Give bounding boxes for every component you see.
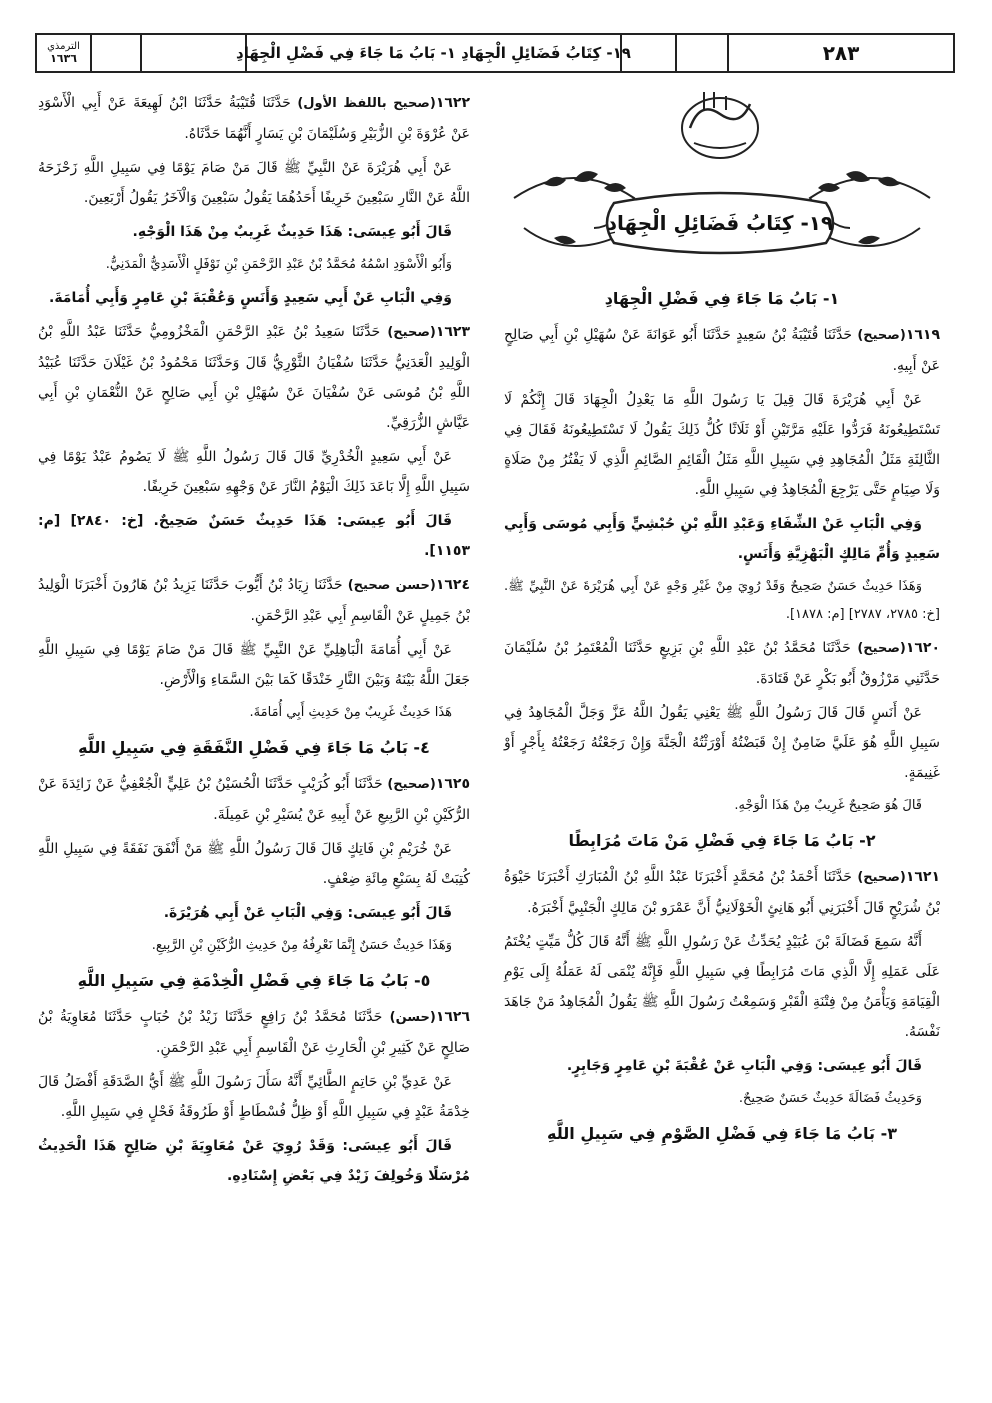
hadith-1623-grade: قَالَ أَبُو عِيسَى: هَذَا حَدِيثٌ حَسَنٌ صَحِيحٌ. [خ: ٢٨٤٠] [م: ١١٥٣]. — [38, 513, 470, 559]
hadith-1621-bab: قَالَ أَبُو عِيسَى: وَفِي الْبَابِ عَنْ عُقْبَةَ بْنِ عَامِرٍ وَجَابِرٍ. — [566, 1058, 922, 1074]
hadith-1626-grade: قَالَ أَبُو عِيسَى: وَقَدْ رُوِيَ عَنْ مُعَاوِيَةَ بْنِ صَالِحٍ هَذَا الْحَدِيثُ مُرْسَلًا وَخُولِفَ زَيْدٌ فِي بَعْضِ إِسْنَادِهِ. — [38, 1138, 470, 1184]
hadith-grade: (حسن صحيح) — [347, 578, 436, 593]
hadith-grade: (صحيح) — [857, 641, 906, 656]
isnad-text: حَدَّثَنَا سَعِيدُ بْنُ عَبْدِ الرَّحْمَنِ الْمَخْزُومِيُّ حَدَّثَنَا عَبْدُ اللَّهِ بْنُ الْوَلِيدِ الْعَدَنِيُّ حَدَّثَنَا سُفْيَانُ الثَّوْرِيُّ قَالَ وَحَدَّثَنَا مَحْمُودُ بْنُ غَيْلَانَ حَدَّثَنَا عُبَيْدُ اللَّهِ بْنُ مُوسَى عَنْ سُفْيَانَ عَنْ سُهَيْلِ بْنِ أَبِي صَالِحٍ عَنْ النُّعْمَانِ بْنِ أَبِي عَيَّاشٍ الزُّرَقِيِّ. — [38, 324, 470, 431]
hadith-1624-note: هَذَا حَدِيثٌ غَرِيبٌ مِنْ حَدِيثِ أَبِي أُمَامَةَ. — [249, 705, 452, 720]
hadith-1621-note: وَحَدِيثُ فَضَالَةَ حَدِيثٌ حَسَنٌ صَحِيحٌ. — [738, 1091, 922, 1106]
hadith-grade: (صحيح) — [857, 328, 906, 343]
isnad-text: حَدَّثَنَا مُحَمَّدُ بْنُ عَبْدِ اللَّهِ بْنِ بَزِيعٍ حَدَّثَنَا الْمُعْتَمِرُ بْنُ سُلَيْمَانَ حَدَّثَنِي مَرْزُوقٌ أَبُو بَكْرٍ عَنْ قَتَادَةَ. — [504, 640, 940, 687]
hadith-1624-isnad — [38, 570, 470, 631]
page-number: ٢٨٣ — [822, 41, 860, 65]
floral-frame-icon — [504, 88, 940, 278]
chapter-title: ١- بَابُ مَا جَاءَ فِي فَضْلِ الْجِهَادِ — [604, 289, 840, 308]
hadith-number: ١٦٢٢ — [435, 95, 470, 111]
hadith-number: ١٦٢٠ — [905, 640, 941, 656]
hadith-number: ١٦٢٥ — [435, 776, 471, 792]
hadith-1620-isnad — [504, 633, 940, 694]
hadith-1624-matn: عَنْ أَبِي أُمَامَةَ الْبَاهِلِيِّ عَنْ النَّبِيِّ ﷺ قَالَ مَنْ صَامَ يَوْمًا فِي سَبِيلِ اللَّهِ جَعَلَ اللَّهُ بَيْنَهُ وَبَيْنَ النَّارِ خَنْدَقًا كَمَا بَيْنَ السَّمَاءِ وَالْأَرْضِ. — [38, 642, 470, 688]
hadith-number: ١٦٢٦ — [435, 1009, 470, 1025]
isnad-text: حَدَّثَنَا قُتَيْبَةُ حَدَّثَنَا ابْنُ لَهِيعَةَ عَنْ أَبِي الْأَسْوَدِ عَنْ عُرْوَةَ بْنِ الزُّبَيْرِ وَسُلَيْمَانَ بْنِ يَسَارٍ أَنَّهُمَا حَدَّثَاهُ. — [38, 95, 470, 142]
hadith-1620-note: قَالَ هُوَ صَحِيحٌ غَرِيبٌ مِنْ هَذَا الْوَجْهِ. — [734, 798, 922, 813]
header-empty-cell — [622, 35, 677, 71]
hadith-1623-isnad — [38, 317, 470, 438]
hadith-1622-bab: وَفِي الْبَابِ عَنْ أَبِي سَعِيدٍ وَأَنَسٍ وَعُقْبَةَ بْنِ عَامِرٍ وَأَبِي أُمَامَةَ. — [49, 290, 452, 306]
header-empty-cell — [677, 35, 729, 71]
hadith-grade: (صحيح) — [387, 777, 436, 792]
right-column — [504, 88, 940, 1155]
header-empty-cell — [142, 35, 247, 71]
hadith-number: ١٦٢٤ — [435, 577, 471, 593]
hadith-1625-note: وَهَذَا حَدِيثٌ حَسَنٌ إِنَّمَا نَعْرِفُهُ مِنْ حَدِيثِ الرُّكَيْنِ بْنِ الرَّبِيعِ. — [151, 938, 452, 953]
collection-box — [37, 35, 92, 71]
collection-label: الترمذي — [47, 41, 80, 52]
isnad-text: حَدَّثَنَا مُحَمَّدُ بْنُ رَافِعٍ حَدَّثَنَا زَيْدُ بْنُ حُبَابٍ حَدَّثَنَا مُعَاوِيَةُ بْنُ صَالِحٍ عَنْ كَثِيرِ بْنِ الْحَارِثِ عَنْ الْقَاسِمِ أَبِي عَبْدِ الرَّحْمَنِ. — [38, 1009, 470, 1056]
hadith-1621-isnad — [504, 862, 940, 923]
hadith-1625-bab: قَالَ أَبُو عِيسَى: وَفِي الْبَابِ عَنْ أَبِي هُرَيْرَةَ. — [163, 905, 452, 921]
isnad-text: حَدَّثَنَا أَبُو كُرَيْبٍ حَدَّثَنَا الْحُسَيْنُ بْنُ عَلِيٍّ الْجُعْفِيُّ عَنْ زَائِدَةَ عَنْ الرُّكَيْنِ بْنِ الرَّبِيعِ عَنْ أَبِيهِ عَنْ يُسَيْرِ بْنِ عَمِيلَةَ. — [38, 776, 470, 823]
hadith-1622-note: وَأَبُو الْأَسْوَدِ اسْمُهُ مُحَمَّدُ بْنُ عَبْدِ الرَّحْمَنِ بْنِ نَوْفَلٍ الْأَسَدِيُّ الْمَدَنِيُّ. — [105, 257, 452, 272]
hadith-1623-matn: عَنْ أَبِي سَعِيدٍ الْخُدْرِيِّ قَالَ قَالَ رَسُولُ اللَّهِ ﷺ لَا يَصُومُ عَبْدٌ يَوْمًا فِي سَبِيلِ اللَّهِ إِلَّا بَاعَدَ ذَلِكَ الْيَوْمُ النَّارَ عَنْ وَجْهِهِ سَبْعِينَ خَرِيفًا. — [38, 449, 470, 495]
hadith-grade: (صحيح) — [387, 325, 436, 340]
hadith-1619-isnad — [504, 320, 940, 381]
hadith-number: ١٦٢٣ — [435, 324, 471, 340]
book-title: ١٩- كِتَابُ فَضَائِلِ الْجِهَادِ — [606, 211, 834, 235]
hadith-1622-matn: عَنْ أَبِي هُرَيْرَةَ عَنْ النَّبِيِّ ﷺ قَالَ مَنْ صَامَ يَوْمًا فِي سَبِيلِ اللَّهِ زَحْزَحَهُ اللَّهُ عَنْ النَّارِ سَبْعِينَ خَرِيفًا أَحَدُهُمَا يَقُولُ سَبْعِينَ وَالْآخَرُ يَقُولُ أَرْبَعِينَ. — [38, 160, 470, 206]
hadith-number: ١٦١٩ — [905, 327, 940, 343]
isnad-text: حَدَّثَنَا زِيَادُ بْنُ أَيُّوبَ حَدَّثَنَا يَزِيدُ بْنُ هَارُونَ أَخْبَرَنَا الْوَلِيدُ بْنُ جَمِيلٍ عَنْ الْقَاسِمِ أَبِي عَبْدِ الرَّحْمَنِ. — [38, 577, 470, 624]
chapter-title: ٢- بَابُ مَا جَاءَ فِي فَضْلِ مَنْ مَاتَ مُرَابِطًا — [568, 831, 876, 850]
isnad-text: حَدَّثَنَا قُتَيْبَةُ بْنُ سَعِيدٍ حَدَّثَنَا أَبُو عَوَانَةَ عَنْ سُهَيْلِ بْنِ أَبِي صَالِحٍ عَنْ أَبِيهِ. — [504, 327, 940, 374]
hadith-grade: (صحيح) — [857, 870, 906, 885]
hadith-1619-matn: عَنْ أَبِي هُرَيْرَةَ قَالَ قِيلَ يَا رَسُولَ اللَّهِ مَا يَعْدِلُ الْجِهَادَ قَالَ إِنَّكُمْ لَا تَسْتَطِيعُونَهُ فَرَدُّوا عَلَيْهِ مَرَّتَيْنِ أَوْ ثَلَاثًا كُلُّ ذَلِكَ يَقُولُ لَا تَسْتَطِيعُونَهُ فَقَالَ فِي الثَّالِثَةِ مَثَلُ الْمُجَاهِدِ فِي سَبِيلِ اللَّهِ مَثَلُ الْقَائِمِ الصَّائِمِ الَّذِي لَا يَفْتُرُ مِنْ صَلَاةٍ وَلَا صِيَامٍ حَتَّى يَرْجِعَ الْمُجَاهِدُ فِي سَبِيلِ اللَّهِ. — [504, 392, 940, 498]
book-title-ornament — [504, 88, 940, 278]
running-header — [35, 33, 955, 73]
hadith-grade: (حسن) — [389, 1010, 436, 1025]
left-column — [38, 88, 470, 1195]
hadith-grade: (صحيح باللفظ الأول) — [297, 96, 436, 111]
chapter-title: ٣- بَابُ مَا جَاءَ فِي فَضْلِ الصَّوْمِ فِي سَبِيلِ اللَّهِ — [547, 1124, 897, 1143]
hadith-number: ١٦٢١ — [905, 869, 941, 885]
hadith-1621-matn: أَنَّهُ سَمِعَ فَضَالَةَ بْنَ عُبَيْدٍ يُحَدِّثُ عَنْ رَسُولِ اللَّهِ ﷺ أَنَّهُ قَالَ كُلُّ مَيِّتٍ يُخْتَمُ عَلَى عَمَلِهِ إِلَّا الَّذِي مَاتَ مُرَابِطًا فِي سَبِيلِ اللَّهِ فَإِنَّهُ يُنْمَى لَهُ عَمَلُهُ إِلَى يَوْمِ الْقِيَامَةِ وَيَأْمَنُ مِنْ فِتْنَةِ الْقَبْرِ وَسَمِعْتُ رَسُولَ اللَّهِ ﷺ يَقُولُ الْمُجَاهِدُ مَنْ جَاهَدَ نَفْسَهُ. — [504, 934, 940, 1040]
hadith-1626-isnad — [38, 1002, 470, 1063]
hadith-1625-matn: عَنْ خُرَيْمِ بْنِ فَاتِكٍ قَالَ قَالَ رَسُولُ اللَّهِ ﷺ مَنْ أَنْفَقَ نَفَقَةً فِي سَبِيلِ اللَّهِ كُتِبَتْ لَهُ بِسَبْعِ مِائَةِ ضِعْفٍ. — [38, 841, 470, 887]
hadith-1619-bab: وَفِي الْبَابِ عَنْ الشِّفَاءِ وَعَبْدِ اللَّهِ بْنِ حُبْشِيٍّ وَأَبِي مُوسَى وَأَبِي سَعِيدٍ وَأُمِّ مَالِكٍ الْبَهْزِيَّةِ وَأَنَسٍ. — [504, 516, 940, 562]
chapter-title: ٥- بَابُ مَا جَاءَ فِي فَضْلِ الْخِدْمَةِ فِي سَبِيلِ اللَّهِ — [77, 971, 431, 990]
hadith-1625-isnad — [38, 769, 470, 830]
hadith-1620-matn: عَنْ أَنَسٍ قَالَ قَالَ رَسُولُ اللَّهِ ﷺ يَعْنِي يَقُولُ اللَّهُ عَزَّ وَجَلَّ الْمُجَاهِدُ فِي سَبِيلِ اللَّهِ هُوَ عَلَيَّ ضَامِنٌ إِنْ قَبَضْتُهُ أَوْرَثْتُهُ الْجَنَّةَ وَإِنْ رَجَعْتُهُ رَجَعْتُهُ بِأَجْرٍ أَوْ غَنِيمَةٍ. — [504, 705, 940, 781]
hadith-1619-note: وَهَذَا حَدِيثٌ حَسَنٌ صَحِيحٌ وَقَدْ رُوِيَ مِنْ غَيْرِ وَجْهٍ عَنْ أَبِي هُرَيْرَةَ عَنْ النَّبِيِّ ﷺ. [خ: ٢٧٨٥، ٢٧٨٧] [م: ١٨٧٨]. — [504, 579, 940, 622]
header-empty-cell — [92, 35, 142, 71]
isnad-text: حَدَّثَنَا أَحْمَدُ بْنُ مُحَمَّدٍ أَخْبَرَنَا عَبْدُ اللَّهِ بْنُ الْمُبَارَكِ أَخْبَرَنَا حَيْوَةُ بْنُ شُرَيْحٍ قَالَ أَخْبَرَنِي أَبُو هَانِئٍ الْخَوْلَانِيُّ أَنَّ عَمْرَو بْنَ مَالِكٍ الْجَنْبِيَّ أَخْبَرَهُ. — [504, 869, 940, 916]
running-title: ١٩- كِتَابُ فَضَائِلِ الْجِهَادِ ١- بَابُ مَا جَاءَ فِي فَضْلِ الْجِهَادِ — [247, 35, 622, 71]
chapter-title: ٤- بَابُ مَا جَاءَ فِي فَضْلِ النَّفَقَةِ فِي سَبِيلِ اللَّهِ — [78, 738, 430, 757]
hadith-range: ١٦٣٦ — [50, 52, 77, 65]
hadith-1622-isnad — [38, 88, 470, 149]
hadith-1622-grade: قَالَ أَبُو عِيسَى: هَذَا حَدِيثٌ غَرِيبٌ مِنْ هَذَا الْوَجْهِ. — [132, 224, 452, 240]
hadith-1626-matn: عَنْ عَدِيِّ بْنِ حَاتِمٍ الطَّائِيِّ أَنَّهُ سَأَلَ رَسُولَ اللَّهِ ﷺ أَيُّ الصَّدَقَةِ أَفْضَلُ قَالَ خِدْمَةُ عَبْدٍ فِي سَبِيلِ اللَّهِ أَوْ ظِلُّ فُسْطَاطٍ أَوْ طَرُوقَةُ فَحْلٍ فِي سَبِيلِ اللَّهِ. — [38, 1074, 470, 1120]
